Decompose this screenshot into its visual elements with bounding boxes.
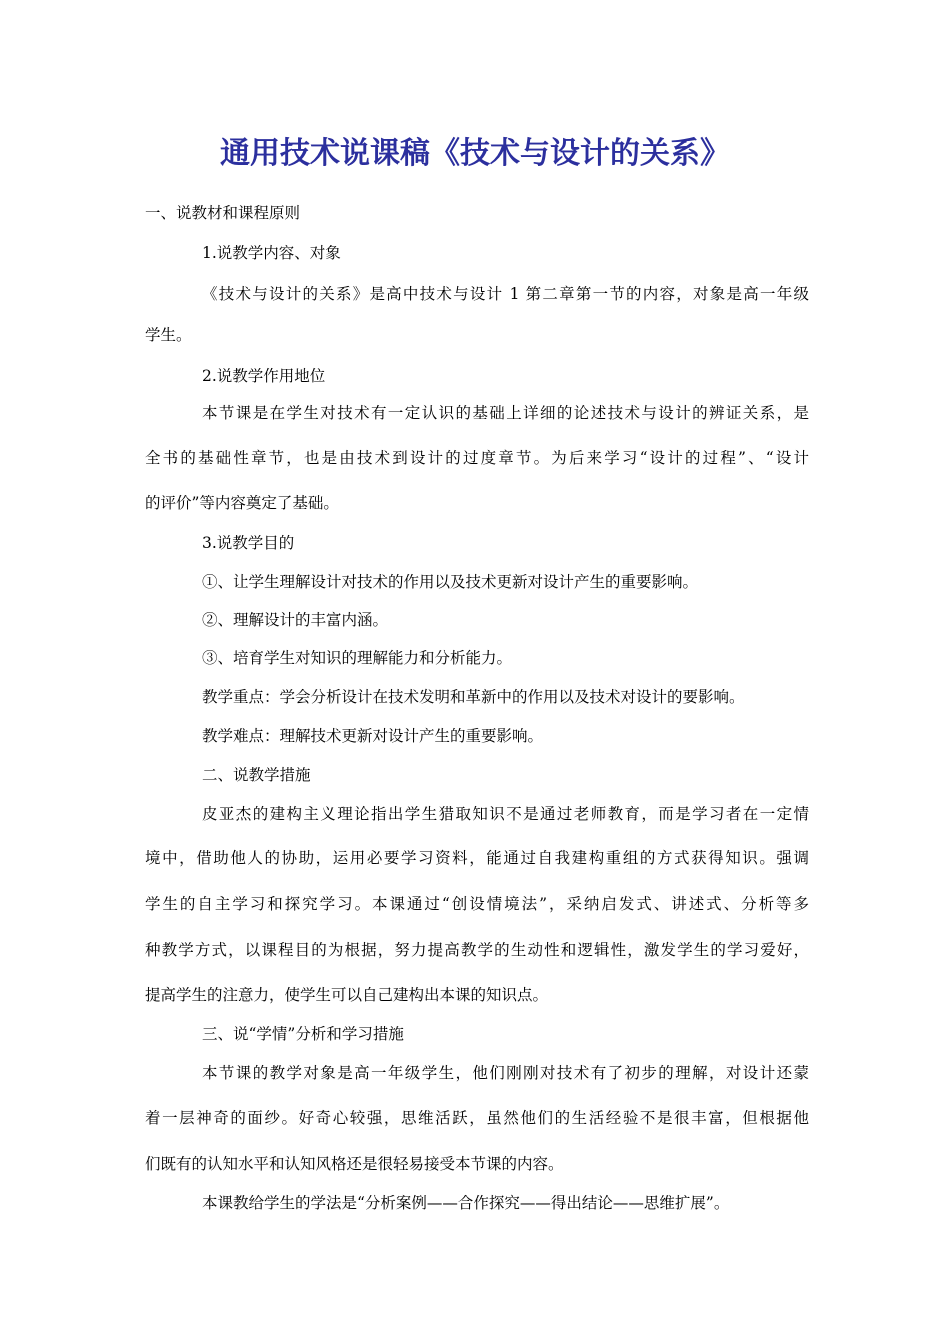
paragraph-line: 本节课是在学生对技术有一定认识的基础上详细的论述技术与设计的辨证关系，是 xyxy=(202,404,809,422)
document-title: 通用技术说课稿《技术与设计的关系》 xyxy=(220,136,730,171)
paragraph-line: 全书的基础性章节，也是由技术到设计的过度章节。为后来学习“设计的过程”、“设计 xyxy=(145,449,809,467)
section-heading-1: 一、说教材和课程原则 xyxy=(145,204,301,222)
subheading-2: 2.说教学作用地位 xyxy=(202,367,326,385)
paragraph-line: 境中，借助他人的协助，运用必要学习资料，能通过自我建构重组的方式获得知识。强调 xyxy=(145,849,809,867)
paragraph-line: 本节课的教学对象是高一年级学生，他们刚刚对技术有了初步的理解，对设计还蒙 xyxy=(202,1064,809,1082)
goal-item: ③、培育学生对知识的理解能力和分析能力。 xyxy=(202,649,513,667)
paragraph-line: 提高学生的注意力，使学生可以自己建构出本课的知识点。 xyxy=(145,986,549,1004)
goal-item: ②、理解设计的丰富内涵。 xyxy=(202,611,389,629)
section-heading-2: 二、说教学措施 xyxy=(202,766,311,784)
paragraph-line: 皮亚杰的建构主义理论指出学生猎取知识不是通过老师教育，而是学习者在一定情 xyxy=(202,805,809,823)
paragraph-line: 种教学方式，以课程目的为根据，努力提高教学的生动性和逻辑性，激发学生的学习爱好， xyxy=(145,941,809,959)
paragraph-line: 《技术与设计的关系》是高中技术与设计 1 第二章第一节的内容，对象是高一年级 xyxy=(202,285,809,303)
paragraph-line: 学生。 xyxy=(145,326,192,344)
paragraph-line: 本课教给学生的学法是“分析案例——合作探究——得出结论——思维扩展”。 xyxy=(202,1194,730,1212)
paragraph-line: 着一层神奇的面纱。好奇心较强，思维活跃，虽然他们的生活经验不是很丰富，但根据他 xyxy=(145,1109,809,1127)
subheading-1: 1.说教学内容、对象 xyxy=(202,244,341,262)
paragraph-line: 学生的自主学习和探究学习。本课通过“创设情境法”，采纳启发式、讲述式、分析等多 xyxy=(145,895,809,913)
goal-item: ①、让学生理解设计对技术的作用以及技术更新对设计产生的重要影响。 xyxy=(202,573,699,591)
teaching-focus: 教学重点：学会分析设计在技术发明和革新中的作用以及技术对设计的要影响。 xyxy=(202,688,745,706)
teaching-difficulty: 教学难点：理解技术更新对设计产生的重要影响。 xyxy=(202,727,544,745)
subheading-3: 3.说教学目的 xyxy=(202,534,295,552)
paragraph-line: 的评价”等内容奠定了基础。 xyxy=(145,494,339,512)
paragraph-line: 们既有的认知水平和认知风格还是很轻易接受本节课的内容。 xyxy=(145,1155,564,1173)
section-heading-3: 三、说“学情”分析和学习措施 xyxy=(202,1025,404,1043)
